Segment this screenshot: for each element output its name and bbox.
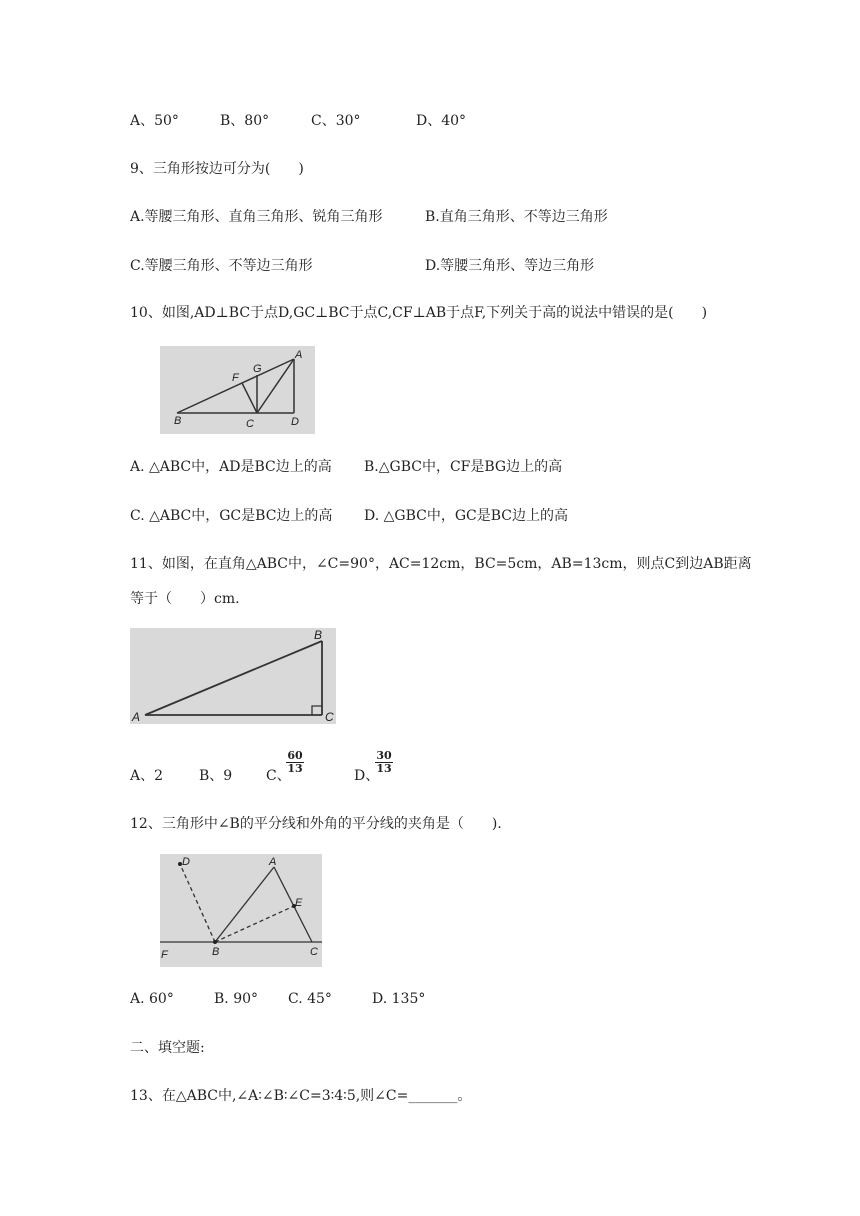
- q9-option-a: A.等腰三角形、直角三角形、锐角三角形: [130, 209, 383, 225]
- q10-label-f: F: [232, 372, 239, 384]
- q12-option-d: D. 135°: [372, 991, 426, 1007]
- q11-option-a: A、2: [130, 768, 164, 784]
- q12-option-a: A. 60°: [130, 991, 174, 1007]
- q12-label-d: D: [182, 856, 190, 868]
- section-heading-fill-in: 二、填空题:: [130, 1040, 205, 1056]
- q10-figure: [160, 346, 315, 434]
- q8-option-d: D、40°: [416, 113, 467, 129]
- q10-option-d: D. △GBC中，GC是BC边上的高: [364, 508, 568, 524]
- q11-label-a: A: [132, 710, 141, 724]
- q11-option-d: D、: [354, 768, 380, 784]
- q10-label-g: G: [253, 363, 262, 375]
- q10-option-a: A. △ABC中，AD是BC边上的高: [130, 459, 332, 475]
- q11-stem-line2: 等于（ ）cm.: [130, 591, 240, 607]
- q12-label-f: F: [161, 949, 168, 961]
- q11-option-d-numerator: 30: [376, 749, 392, 762]
- q9-option-d: D.等腰三角形、等边三角形: [425, 258, 595, 274]
- q12-stem: 12、三角形中∠B的平分线和外角的平分线的夹角是（ ).: [130, 816, 502, 832]
- q10-label-a: A: [295, 349, 303, 361]
- q10-label-c: C: [246, 418, 254, 430]
- q13-stem: 13、在△ABC中,∠A∶∠B∶∠C=3∶4∶5,则∠C=_______。: [130, 1088, 472, 1104]
- q11-option-c-denominator: 13: [287, 762, 303, 775]
- q9-option-c: C.等腰三角形、不等边三角形: [130, 258, 313, 274]
- q8-option-b: B、80°: [220, 113, 270, 129]
- q10-stem: 10、如图,AD⊥BC于点D,GC⊥BC于点C,CF⊥AB于点F,下列关于高的说法中错误的是( ): [130, 305, 708, 321]
- q11-option-b: B、9: [199, 768, 233, 784]
- q11-option-c-numerator: 60: [287, 749, 303, 762]
- q11-option-c-fraction: [286, 750, 304, 775]
- q12-option-b: B. 90°: [214, 991, 259, 1007]
- q11-label-b: B: [314, 628, 323, 642]
- q10-label-d: D: [291, 416, 299, 428]
- q11-option-d-denominator: 13: [376, 762, 392, 775]
- q11-option-c: C、: [266, 768, 291, 784]
- q12-option-c: C. 45°: [288, 991, 332, 1007]
- q12-label-a: A: [269, 856, 277, 868]
- q12-label-c: C: [310, 946, 318, 958]
- q9-option-b: B.直角三角形、不等边三角形: [425, 209, 608, 225]
- q11-figure: [130, 628, 336, 724]
- q11-stem-line1: 11、如图，在直角△ABC中，∠C=90°，AC=12cm，BC=5cm，AB=13cm，则点C到边AB距离: [130, 556, 752, 572]
- q10-label-b: B: [174, 415, 182, 427]
- q12-label-e: E: [295, 897, 303, 909]
- q10-option-b: B.△GBC中，CF是BG边上的高: [364, 459, 563, 475]
- q11-option-d-fraction: [375, 750, 393, 775]
- q11-label-c: C: [325, 710, 334, 724]
- q8-option-c: C、30°: [311, 113, 361, 129]
- q12-figure: [160, 854, 322, 967]
- q9-stem: 9、三角形按边可分为( ): [130, 161, 304, 177]
- q10-option-c: C. △ABC中，GC是BC边上的高: [130, 508, 333, 524]
- q8-option-a: A、50°: [130, 113, 179, 129]
- q12-label-b: B: [212, 946, 220, 958]
